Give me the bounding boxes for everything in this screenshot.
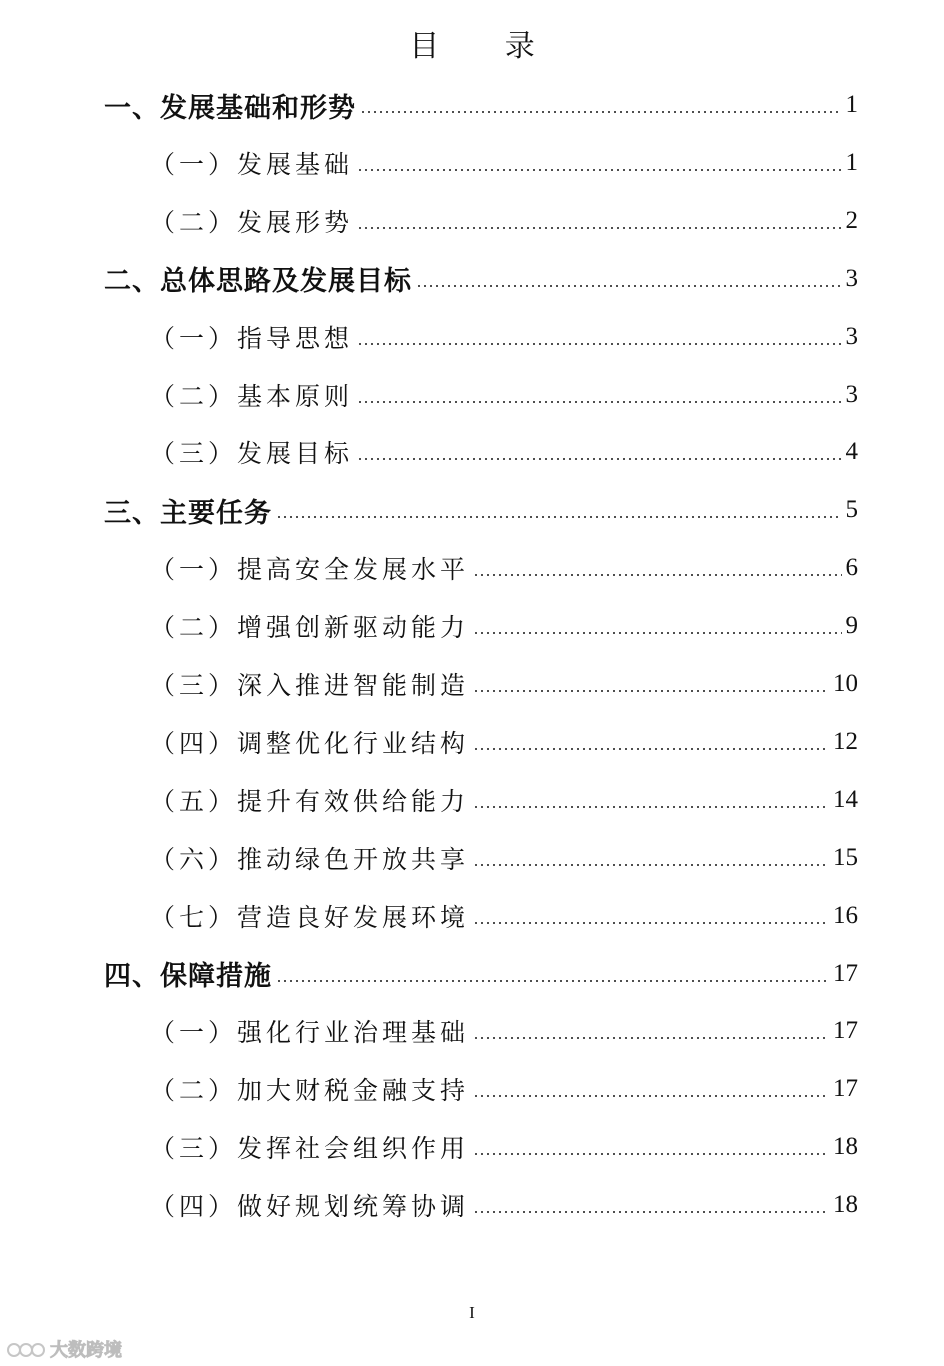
toc-entry-page-number: 18 xyxy=(833,1191,858,1219)
toc-entry-page-number: 3 xyxy=(845,322,858,350)
dot-leader xyxy=(473,1210,829,1214)
toc-entry-label: （二）基本原则 xyxy=(150,381,354,411)
toc-entry-page-number: 17 xyxy=(833,1017,858,1045)
toc-entry-page-number: 16 xyxy=(833,901,858,929)
toc-entry-page-number: 3 xyxy=(845,380,858,408)
toc-entry-label: （三）发挥社会组织作用 xyxy=(150,1134,470,1164)
toc-chapter-entry[interactable] xyxy=(104,481,858,539)
toc-entry-page-number: 9 xyxy=(845,612,858,640)
dot-leader xyxy=(473,805,829,809)
toc-entry-label: （三）发展目标 xyxy=(150,439,354,469)
toc-chapter-entry[interactable] xyxy=(104,945,858,1003)
toc-entry-label: （六）推动绿色开放共享 xyxy=(150,844,470,874)
dot-leader xyxy=(473,1152,829,1156)
toc-section-entry[interactable] xyxy=(150,829,858,887)
watermark-text: 大数跨境 xyxy=(50,1340,122,1361)
toc-section-entry[interactable] xyxy=(150,539,858,597)
toc-section-entry[interactable] xyxy=(150,1002,858,1060)
toc-chapter-entry[interactable] xyxy=(104,250,858,308)
dot-leader xyxy=(473,1036,829,1040)
toc-entry-label: （一）指导思想 xyxy=(150,323,354,353)
toc-section-entry[interactable] xyxy=(150,192,858,250)
toc-section-entry[interactable] xyxy=(150,713,858,771)
toc-entry-label: （五）提升有效供给能力 xyxy=(150,786,470,816)
toc-entry-label: （三）深入推进智能制造 xyxy=(150,671,470,700)
dot-leader xyxy=(357,457,841,461)
toc-section-entry[interactable] xyxy=(150,1176,858,1234)
dot-leader xyxy=(416,284,842,288)
watermark xyxy=(6,1336,122,1362)
toc-section-entry[interactable] xyxy=(150,366,858,424)
toc-entry-label: （四）调整优化行业结构 xyxy=(150,728,470,758)
toc-entry-label: 四、保障措施 xyxy=(104,961,272,992)
toc-entry-page-number: 5 xyxy=(845,496,858,524)
toc-entry-label: 一、发展基础和形势 xyxy=(104,92,356,124)
dot-leader xyxy=(360,110,842,114)
dot-leader xyxy=(473,747,829,751)
toc-entry-label: （四）做好规划统筹协调 xyxy=(150,1192,470,1222)
dot-leader xyxy=(473,921,829,925)
page-title: 目 录 xyxy=(409,29,563,64)
toc-section-entry[interactable] xyxy=(150,308,858,366)
toc-section-entry[interactable] xyxy=(150,655,858,713)
toc-entry-page-number: 15 xyxy=(833,843,858,871)
toc-section-entry[interactable] xyxy=(150,423,858,481)
toc-entry-label: （一）强化行业治理基础 xyxy=(150,1018,470,1048)
dot-leader xyxy=(473,573,841,577)
toc-entry-page-number: 18 xyxy=(833,1133,858,1161)
toc-entry-label: 二、总体思路及发展目标 xyxy=(104,266,412,298)
toc-section-entry[interactable] xyxy=(150,134,858,192)
page-number: I xyxy=(469,1303,475,1322)
toc-chapter-entry[interactable] xyxy=(104,76,858,134)
toc-entry-label: 三、主要任务 xyxy=(104,497,272,529)
toc-entry-page-number: 3 xyxy=(845,264,858,292)
toc-entry-label: （一）提高安全发展水平 xyxy=(150,555,470,585)
toc-entry-page-number: 17 xyxy=(833,1075,858,1103)
toc-entry-page-number: 4 xyxy=(845,438,858,466)
toc-entry-page-number: 14 xyxy=(833,785,858,813)
toc-entry-page-number: 10 xyxy=(833,670,858,697)
toc-entry-label: （七）营造良好发展环境 xyxy=(150,902,470,932)
toc-section-entry[interactable] xyxy=(150,1060,858,1118)
toc-section-entry[interactable] xyxy=(150,597,858,655)
dot-leader xyxy=(357,226,841,230)
dot-leader xyxy=(357,168,841,172)
dot-leader xyxy=(357,400,841,404)
dot-leader xyxy=(473,1094,829,1098)
toc-entry-page-number: 2 xyxy=(845,206,858,234)
toc-entry-page-number: 1 xyxy=(845,91,858,118)
toc-entry-label: （一）发展基础 xyxy=(150,149,354,179)
dot-leader xyxy=(276,515,842,519)
dot-leader xyxy=(276,979,829,983)
dot-leader xyxy=(473,631,841,635)
watermark-logo-icon xyxy=(6,1338,46,1360)
toc-entry-page-number: 6 xyxy=(845,554,858,582)
toc-section-entry[interactable] xyxy=(150,1118,858,1176)
dot-leader xyxy=(473,689,829,693)
toc-entry-page-number: 1 xyxy=(845,148,858,176)
dot-leader xyxy=(473,863,829,867)
toc-entry-page-number: 12 xyxy=(833,727,858,755)
toc-section-entry[interactable] xyxy=(150,887,858,945)
toc-entry-page-number: 17 xyxy=(833,959,858,987)
toc-entry-label: （二）发展形势 xyxy=(150,207,354,237)
toc-entry-label: （二）增强创新驱动能力 xyxy=(150,613,470,643)
toc-entry-label: （二）加大财税金融支持 xyxy=(150,1076,470,1106)
toc-section-entry[interactable] xyxy=(150,771,858,829)
dot-leader xyxy=(357,342,841,346)
